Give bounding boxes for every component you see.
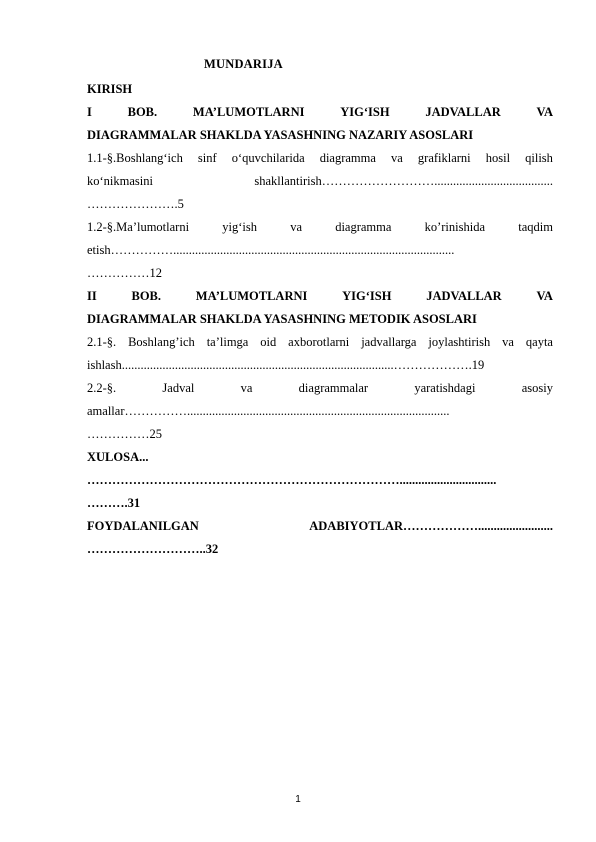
word: FOYDALANILGAN: [87, 519, 199, 533]
toc-title: MUNDARIJA: [204, 57, 283, 71]
word: Jadval: [162, 381, 195, 395]
toc-entry-section-2-2-line-1: [87, 377, 553, 400]
word: MA’LUMOTLARNI: [192, 105, 305, 119]
toc-entry-section-2-1-line-1: [87, 331, 553, 354]
toc-entry-section-1-1-page: ………………….5: [87, 197, 184, 211]
word: jadvallarga: [361, 335, 417, 349]
word: sinf: [197, 151, 217, 165]
toc-entry-section-2-2-page: ……………25: [87, 427, 162, 441]
word: 1.1-§.Boshlang‘ich: [87, 151, 183, 165]
word: qayta: [525, 335, 553, 349]
word: ta’limga: [206, 335, 249, 349]
word: JADVALLAR: [425, 105, 501, 119]
page-number: 1: [295, 794, 301, 805]
word: va: [391, 151, 403, 165]
word: va: [290, 220, 302, 234]
word: asosiy: [521, 381, 553, 395]
toc-entry-references-page: ………………………..32: [87, 542, 219, 556]
word: shakllantirish………………………......................................: [254, 174, 553, 188]
toc-entry-chapter-2-line-1: [87, 285, 553, 308]
word: Boshlang’ich: [128, 335, 195, 349]
word: VA: [536, 289, 553, 303]
word: ko’rinishida: [424, 220, 486, 234]
toc-entry-section-2-1-line-2: ishlash.......................................................................................……………….19: [87, 358, 485, 372]
toc-entry-chapter-1-line-1: [87, 101, 553, 124]
toc-entry-section-1-2-line-2: etish……………..........................................................................................: [87, 243, 455, 257]
toc-entry-section-1-1-line-2: [87, 170, 553, 193]
word: va: [240, 381, 253, 395]
word: axborotlarni: [288, 335, 350, 349]
word: I: [87, 105, 92, 119]
word: grafiklarni: [417, 151, 471, 165]
word: yaratishdagi: [414, 381, 476, 395]
word: qilish: [525, 151, 553, 165]
toc-entry-references-line-1: [87, 515, 553, 538]
word: o‘quvchilarida: [231, 151, 305, 165]
word: yig‘ish: [222, 220, 257, 234]
toc-list: [87, 78, 553, 561]
toc-entry-conclusion-line-1: XULOSA...: [87, 450, 149, 464]
word: YIG‘ISH: [340, 105, 390, 119]
word: hosil: [485, 151, 511, 165]
word: VA: [536, 105, 553, 119]
word: joylashtirish: [428, 335, 491, 349]
word: YIG‘ISH: [342, 289, 392, 303]
word: 2.2-§.: [87, 381, 117, 395]
word: diagramma: [335, 220, 392, 234]
word: ko‘nikmasini: [87, 174, 153, 188]
word: 2.1-§.: [87, 335, 117, 349]
toc-entry-intro: KIRISH: [87, 82, 133, 96]
word: BOB.: [127, 105, 158, 119]
word: BOB.: [131, 289, 162, 303]
word: MA’LUMOTLARNI: [195, 289, 308, 303]
word: JADVALLAR: [426, 289, 502, 303]
toc-entry-section-1-1-line-1: [87, 147, 553, 170]
toc-entry-section-2-2-line-2: amallar……………....................................................................................: [87, 404, 450, 418]
word: II: [87, 289, 97, 303]
word: diagramma: [319, 151, 376, 165]
word: va: [502, 335, 514, 349]
toc-entry-chapter-1-line-2: DIAGRAMMALAR SHAKLDA YASASHNING NAZARIY ASOSLARI: [87, 128, 474, 142]
word: diagrammalar: [298, 381, 369, 395]
toc-entry-section-1-2-page: ……………12: [87, 266, 162, 280]
word: oid: [260, 335, 277, 349]
toc-entry-chapter-2-line-2: DIAGRAMMALAR SHAKLDA YASASHNING METODIK ASOSLARI: [87, 312, 477, 326]
word: ADABIYOTLAR………………........................: [309, 519, 553, 533]
toc-entry-section-1-2-line-1: [87, 216, 553, 239]
toc-entry-conclusion-page: ……….31: [87, 496, 141, 510]
toc-entry-conclusion-line-2: …………………………………………………………………...............................: [87, 473, 497, 487]
word: 1.2-§.Ma’lumotlarni: [87, 220, 190, 234]
word: taqdim: [518, 220, 553, 234]
